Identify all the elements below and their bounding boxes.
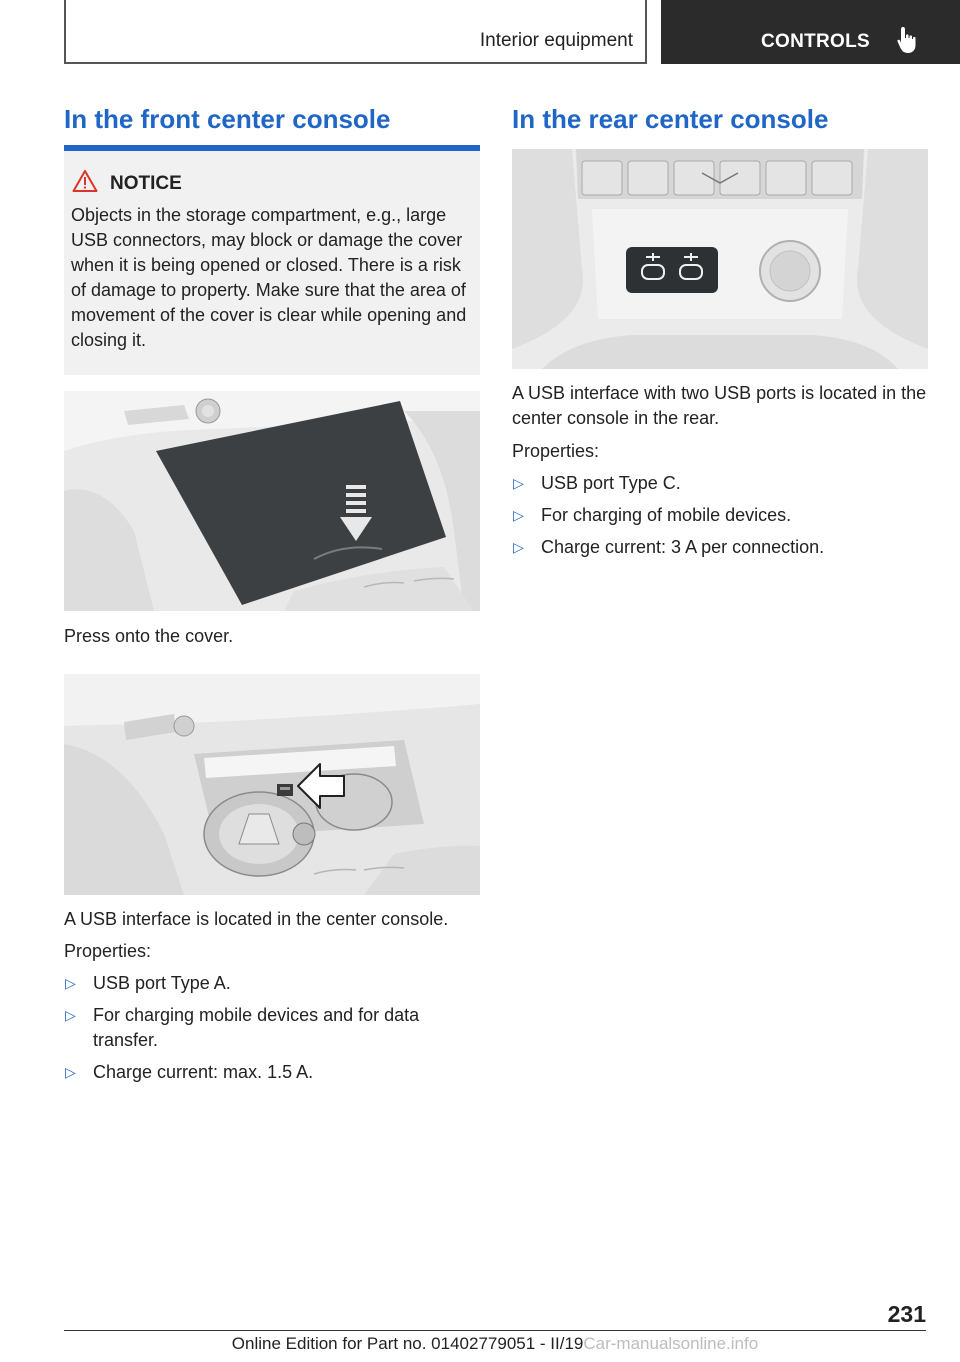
header-chapter-label: CONTROLS (761, 31, 871, 52)
front-console-heading: In the front center console (64, 104, 391, 134)
list-item: ▷ For charging mobile devices and for data transfer. (65, 1005, 420, 1050)
rear-properties-label: Properties: (512, 441, 600, 461)
list-item: ▷ USB port Type C. (512, 471, 928, 496)
list-item: ▷ Charge current: 3 A per connection. (512, 535, 928, 560)
footer-edition (64, 1334, 926, 1354)
header-chapter-tab (661, 0, 960, 64)
list-item: ▷ USB port Type A. (64, 971, 480, 996)
rear-console-heading: In the rear center console (512, 104, 829, 134)
cover-caption: Press onto the cover. (64, 626, 234, 646)
bullet-triangle-icon: ▷ (513, 475, 524, 491)
notice-body: Objects in the storage compartment, e.g., large USB connectors, may block or damage the cover when it is being opened or closed. There is a risk of damage to property. Make sure that the area of movement of the cover is clear while opening and closing it. (71, 205, 467, 350)
warning-triangle-icon (72, 169, 98, 193)
bullet-triangle-icon: ▷ (513, 507, 524, 523)
front-usb-caption: A USB interface is located in the center console. (64, 909, 449, 929)
header-section-box (64, 0, 647, 64)
rear-usb-caption: A USB interface with two USB ports is located in the center console in the rear. (512, 383, 927, 428)
list-item: ▷ For charging of mobile devices. (512, 503, 928, 528)
header-section-label: Interior equipment (479, 30, 633, 51)
front-console-cover-figure (64, 391, 480, 611)
pointing-hand-icon (894, 25, 924, 55)
bullet-triangle-icon: ▷ (65, 1007, 76, 1023)
bullet-triangle-icon: ▷ (513, 539, 524, 555)
page-number: 231 (887, 1301, 926, 1327)
front-properties-list (64, 971, 480, 1092)
footer-rule (64, 1330, 926, 1331)
front-usb-figure (64, 674, 480, 895)
footer-watermark: Car-manualsonline.info (583, 1334, 759, 1353)
notice-box (64, 151, 480, 375)
list-item: ▷ Charge current: max. 1.5 A. (64, 1060, 480, 1085)
footer-edition-text: Online Edition for Part no. 01402779051 - II/19 (231, 1334, 584, 1353)
rear-properties-list (512, 471, 928, 567)
front-properties-label: Properties: (64, 941, 152, 961)
notice-title: NOTICE (110, 173, 182, 194)
bullet-triangle-icon: ▷ (65, 975, 76, 991)
bullet-triangle-icon: ▷ (65, 1064, 76, 1080)
rear-usb-figure (512, 149, 928, 369)
